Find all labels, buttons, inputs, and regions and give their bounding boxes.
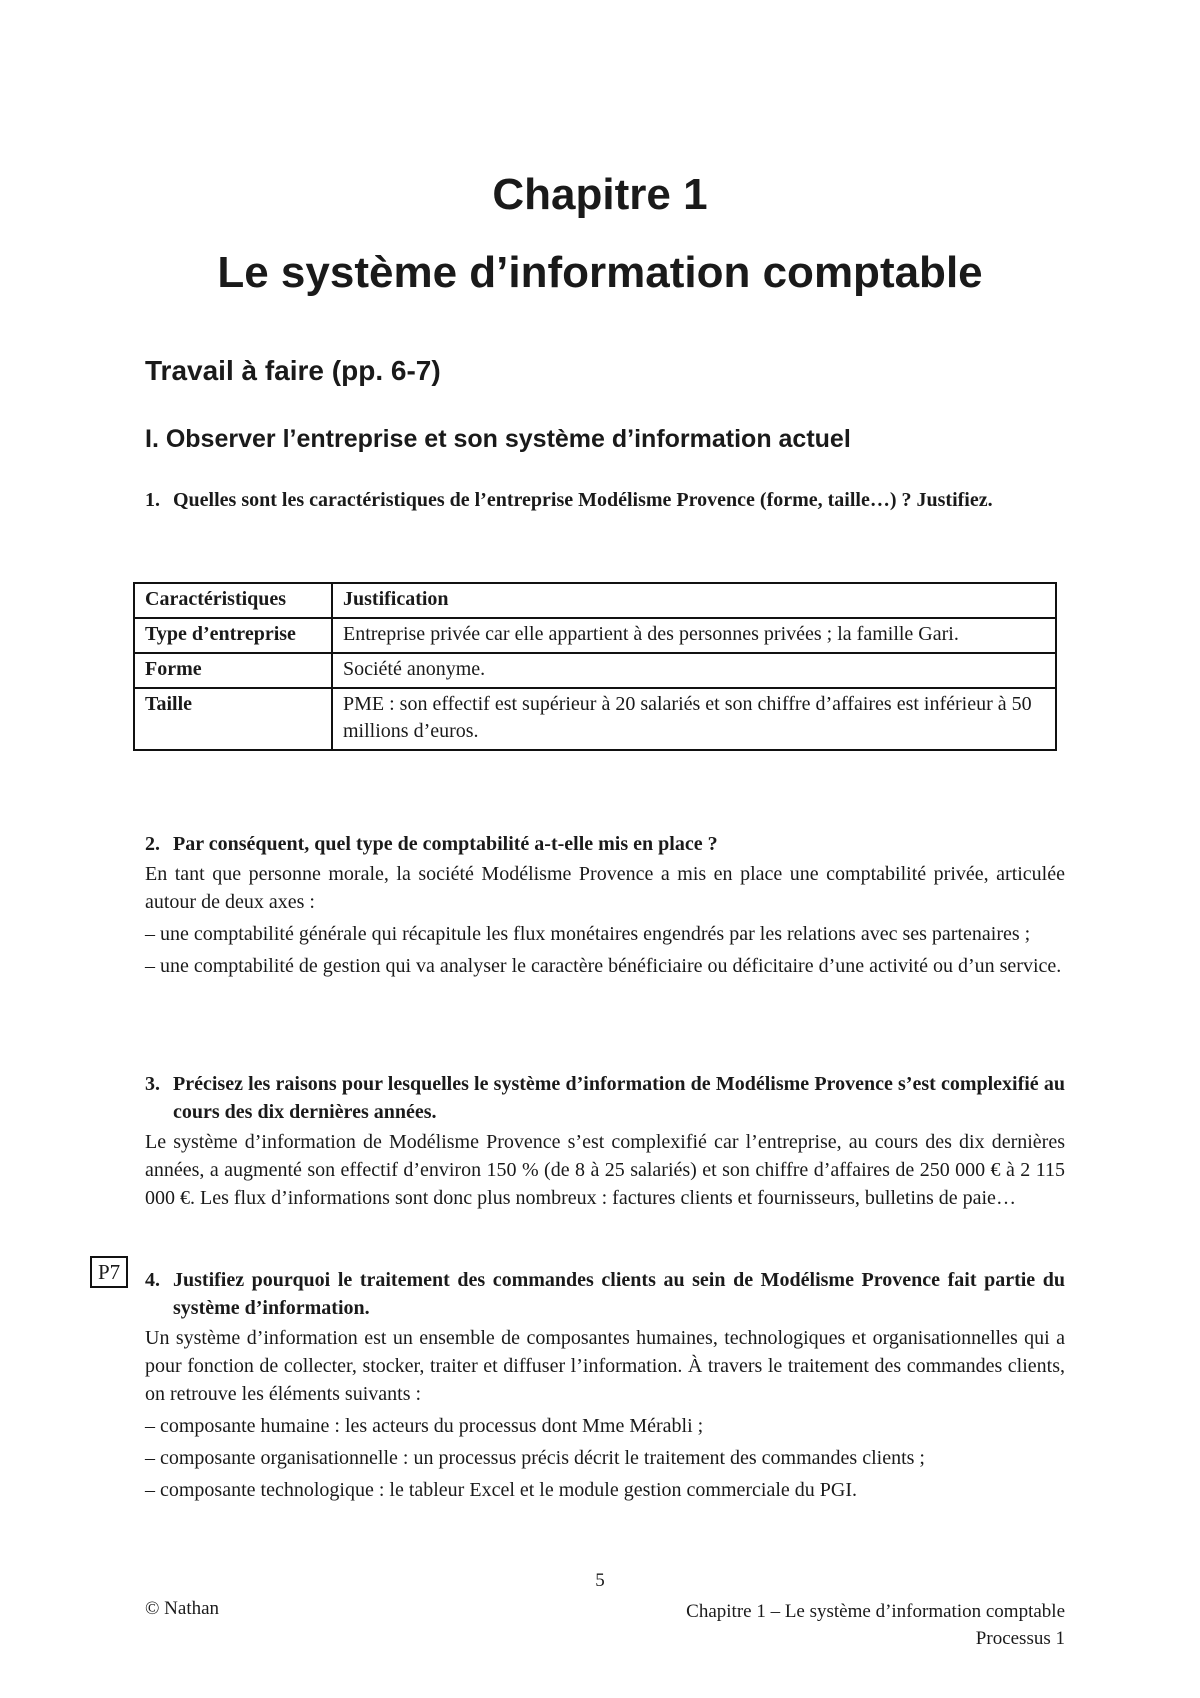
answer-paragraph: – une comptabilité générale qui récapitule les flux monétaires engendrés par les relations avec ses partenaires ; xyxy=(145,923,1031,945)
question-2 xyxy=(145,830,1065,984)
table-cell-label: Taille xyxy=(134,688,332,750)
question-text: Quelles sont les caractéristiques de l’entreprise Modélisme Provence (forme, taille…) ? Justifiez. xyxy=(173,489,993,511)
table-row xyxy=(134,688,1056,750)
section-heading: Travail à faire (pp. 6-7) xyxy=(145,355,441,386)
footer-copyright: © Nathan xyxy=(145,1598,220,1619)
question-number: 3. xyxy=(145,1073,160,1095)
question-text: Précisez les raisons pour lesquelles le système d’information de Modélisme Provence s’est complexifié au cours des dix dernières années. xyxy=(173,1073,1065,1123)
table-header-cell: Justification xyxy=(332,583,1056,618)
table-cell-label: Type d’entreprise xyxy=(134,618,332,653)
table-cell-value: PME : son effectif est supérieur à 20 salariés et son chiffre d’affaires est inférieur à 50 millions d’euros. xyxy=(332,688,1056,750)
page-reference-tag: P7 xyxy=(90,1256,128,1288)
footer-chapter-title: Chapitre 1 – Le système d’information comptable xyxy=(686,1601,1065,1622)
answer-paragraph: En tant que personne morale, la société Modélisme Provence a mis en place une comptabilité privée, articulée autour de deux axes : xyxy=(145,863,1065,913)
question-1 xyxy=(145,486,1065,514)
footer-process: Processus 1 xyxy=(975,1628,1065,1649)
table-row xyxy=(134,618,1056,653)
chapter-subtitle: Le système d’information comptable xyxy=(217,248,983,297)
table-cell-label: Forme xyxy=(134,653,332,688)
chapter-title: Chapitre 1 xyxy=(492,170,708,219)
question-text: Par conséquent, quel type de comptabilité a-t-elle mis en place ? xyxy=(173,833,718,855)
page-number: 5 xyxy=(595,1570,605,1591)
question-number: 4. xyxy=(145,1269,160,1291)
question-3 xyxy=(145,1070,1065,1216)
table-header-cell: Caractéristiques xyxy=(134,583,332,618)
question-4 xyxy=(145,1266,1065,1508)
table-row xyxy=(134,653,1056,688)
table-header-row xyxy=(134,583,1056,618)
answer-paragraph: Un système d’information est un ensemble de composantes humaines, technologiques et organisationnelles qui a pour fonction de collecter, stocker, traiter et diffuser l’information. À travers le traitement des commandes clients, on retrouve les éléments suivants : xyxy=(145,1327,1065,1405)
characteristics-table xyxy=(133,582,1057,751)
answer-paragraph: – composante technologique : le tableur Excel et le module gestion commerciale du PGI. xyxy=(145,1479,858,1501)
question-number: 2. xyxy=(145,833,160,855)
footer-chapter-info xyxy=(686,1598,1065,1652)
question-text: Justifiez pourquoi le traitement des commandes clients au sein de Modélisme Provence fait partie du système d’information. xyxy=(173,1269,1065,1319)
question-number: 1. xyxy=(145,489,160,511)
table-cell-value: Entreprise privée car elle appartient à des personnes privées ; la famille Gari. xyxy=(332,618,1056,653)
answer-paragraph: Le système d’information de Modélisme Provence s’est complexifié car l’entreprise, au cours des dix dernières années, a augmenté son effectif d’environ 150 % (de 8 à 25 salariés) et son chiffre d’affaires de 250 000 € à 2 115 000 €. Les flux d’informations sont donc plus nombreux : factures clients et fournisseurs, bulletins de paie… xyxy=(145,1131,1065,1209)
table-cell-value: Société anonyme. xyxy=(332,653,1056,688)
answer-paragraph: – composante organisationnelle : un processus précis décrit le traitement des commandes clients ; xyxy=(145,1447,925,1469)
answer-paragraph: – composante humaine : les acteurs du processus dont Mme Mérabli ; xyxy=(145,1415,704,1437)
part-heading: I. Observer l’entreprise et son système d’information actuel xyxy=(145,425,851,453)
answer-paragraph: – une comptabilité de gestion qui va analyser le caractère bénéficiaire ou déficitaire d’une activité ou d’un service. xyxy=(145,955,1062,977)
